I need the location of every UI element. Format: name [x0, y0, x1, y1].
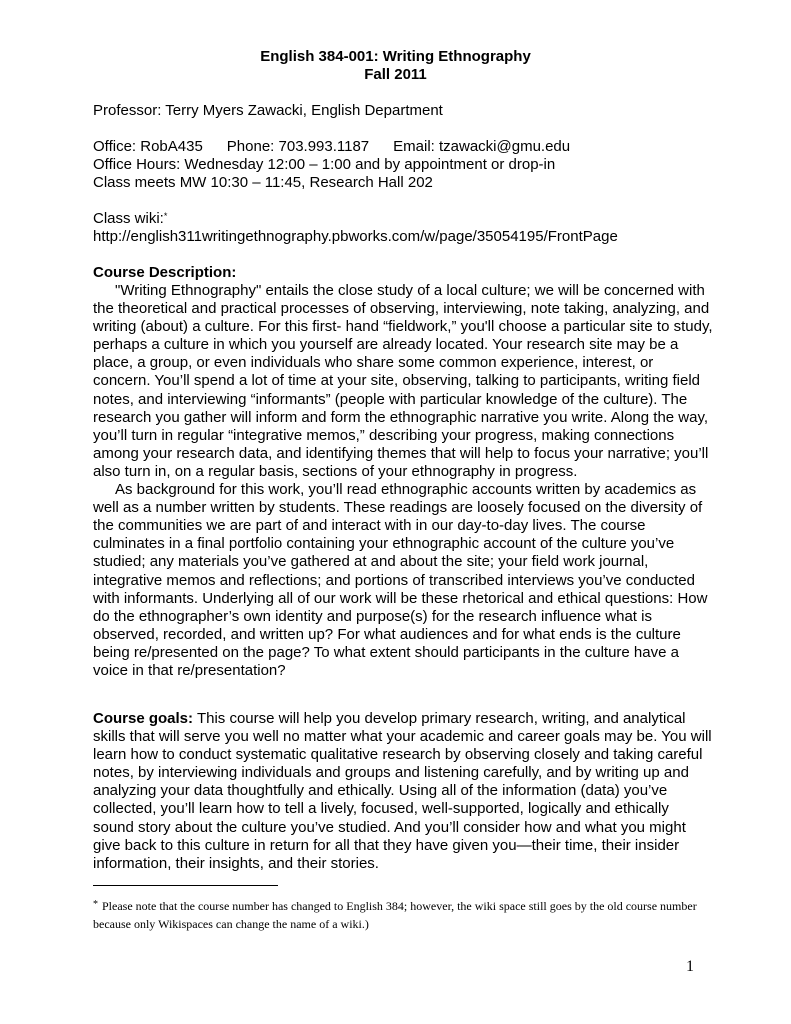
page-number: 1: [686, 958, 694, 975]
contact-line: [93, 138, 570, 156]
office: Office: RobA435: [93, 138, 203, 155]
footnote-separator: [93, 885, 278, 886]
professor-line: Professor: Terry Myers Zawacki, English Department: [93, 102, 443, 119]
footnote-mark: *: [93, 899, 98, 910]
description-body: [93, 282, 713, 680]
wiki-label: Class wiki:: [93, 210, 164, 227]
goals-heading: Course goals:: [93, 710, 194, 727]
goals-text: This course will help you develop primary research, writing, and analytical skills that will serve you well no matter what your academic and career goals may be. You will learn how to conduct systematic qualitative research by observing closely and taking careful notes, by interviewing individuals and groups and listening carefully, and by writing up and analyzing your data thoughtfully and ethically. Using all of the information (data) you’ve collected, you’ll learn how to tell a lively, focused, well-supported, logically and ethically sound story about the culture you’ve studied. And you’ll consider how and what you might give back to this culture in return for all that they have given you—their time, their insider information, their insights, and their stories.: [93, 710, 712, 872]
footnote: [93, 897, 703, 933]
term: Fall 2011: [364, 66, 427, 83]
wiki-url[interactable]: http://english311writingethnography.pbworks.com/w/page/35054195/FrontPage: [93, 228, 618, 245]
description-paragraph-1: "Writing Ethnography" entails the close study of a local culture; we will be concerned with the theoretical and practical processes of observing, interviewing, note taking, analyzing, and writing (about) a culture. For this first- hand “fieldwork,” you'll choose a particular site to study, perhaps a culture in which you yourself are already located. Your research site may be a place, a group, or even individuals who share some common experience, interest, or concern. You’ll spend a lot of time at your site, observing, talking to participants, writing field notes, and interviewing “informants” (people with particular knowledge of the culture). The research you gather will inform and form the ethnographic narrative you write. Along the way, you’ll turn in regular “integrative memos,” describing your progress, making connections among your research data, and identifying themes that will help to focus your narrative; you’ll also turn in, on a regular basis, sections of your ethnography in progress.: [93, 282, 713, 480]
footnote-reference[interactable]: *: [163, 211, 168, 221]
email[interactable]: Email: tzawacki@gmu.edu: [393, 138, 571, 155]
wiki-label-line: [93, 210, 167, 228]
description-heading: Course Description:: [93, 264, 237, 281]
course-title: English 384-001: Writing Ethnography: [260, 48, 531, 65]
class-meets: Class meets MW 10:30 – 11:45, Research Hall 202: [93, 174, 433, 191]
phone: Phone: 703.993.1187: [226, 138, 370, 155]
footnote-text: Please note that the course number has changed to English 384; however, the wiki space still goes by the old course number because only Wikispaces can change the name of a wiki.): [93, 899, 697, 931]
description-paragraph-2: As background for this work, you’ll read ethnographic accounts written by academics as well as a number written by students. These readings are loosely focused on the diversity of the communities we are part of and interact with in our day-to-day lives. The course culminates in a final portfolio containing your ethnographic account of the culture you’ve studied; any materials you’ve gathered at and about the site; your field work journal, integrative memos and reflections; and portions of transcribed interviews you’ve conducted with informants. Underlying all of our work will be these rhetorical and ethical questions: How do the ethnographer’s own identity and purpose(s) for the research influence what is observed, recorded, and written up? For what audiences and for what ends is the culture being re/presented on the page? To what extent should participants in the culture have a voice in that re/presentation?: [93, 481, 708, 679]
office-hours: Office Hours: Wednesday 12:00 – 1:00 and by appointment or drop-in: [93, 156, 556, 173]
goals-section: [93, 710, 713, 873]
